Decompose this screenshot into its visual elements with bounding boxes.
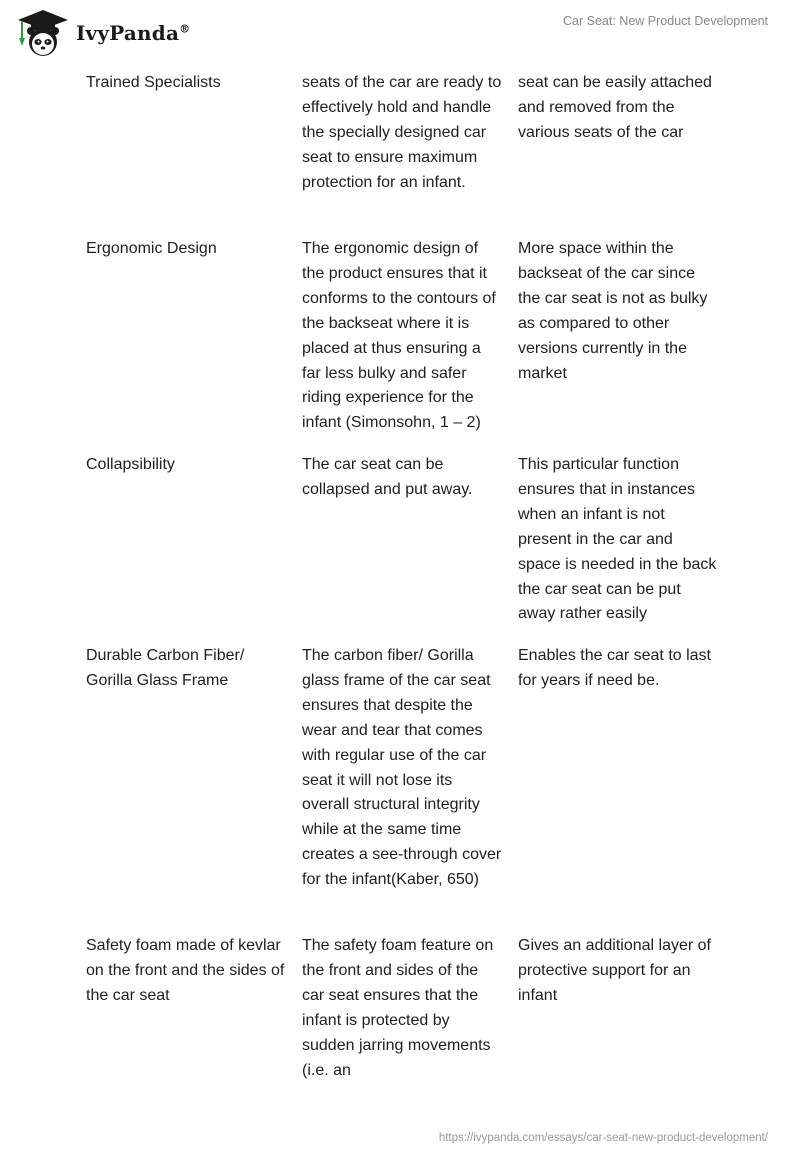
benefit-cell: Gives an additional layer of protective support for an infant [518, 937, 711, 1004]
benefit-cell: Enables the car seat to last for years if need be. [518, 647, 711, 689]
feature-cell: Durable Carbon Fiber/ Gorilla Glass Frame [86, 647, 245, 689]
benefit-cell: seat can be easily attached and removed from the various seats of the car [518, 74, 712, 141]
feature-cell: Ergonomic Design [86, 240, 217, 257]
panda-graduate-icon [14, 8, 72, 58]
description-cell: The car seat can be collapsed and put away. [302, 456, 473, 498]
benefit-cell: This particular function ensures that in instances when an infant is not present in the car and space is needed in the back the car seat can be put away rather easily [518, 456, 717, 623]
description-cell: The carbon fiber/ Gorilla glass frame of the car seat ensures that despite the wear and tear that comes with regular use of the car seat it will not lose its overall structural integrity while at the same time creates a see-through cover for the infant(Kaber, 650) [302, 647, 502, 889]
feature-cell: Collapsibility [86, 456, 175, 473]
benefit-cell: More space within the backseat of the car since the car seat is not as bulky as compared to other versions currently in the market [518, 240, 708, 382]
page-header [0, 0, 800, 70]
description-cell: seats of the car are ready to effectively hold and handle the specially designed car seat to ensure maximum protection for an infant. [302, 74, 502, 191]
feature-cell: Trained Specialists [86, 74, 221, 91]
logo-text: IvyPanda® [76, 21, 191, 45]
feature-cell: Safety foam made of kevlar on the front and the sides of the car seat [86, 937, 285, 1004]
description-cell: The safety foam feature on the front and sides of the car seat ensures that the infant is protected by sudden jarring movements (i.e. an [302, 937, 494, 1079]
document-title: Car Seat: New Product Development [563, 14, 768, 28]
logo[interactable] [14, 8, 190, 58]
source-url[interactable]: https://ivypanda.com/essays/car-seat-new-product-development/ [438, 1132, 768, 1144]
description-cell: The ergonomic design of the product ensures that it conforms to the contours of the backseat where it is placed at thus ensuring a far less bulky and safer riding experience for the infant (Simonsohn, 1 – 2) [302, 240, 496, 432]
